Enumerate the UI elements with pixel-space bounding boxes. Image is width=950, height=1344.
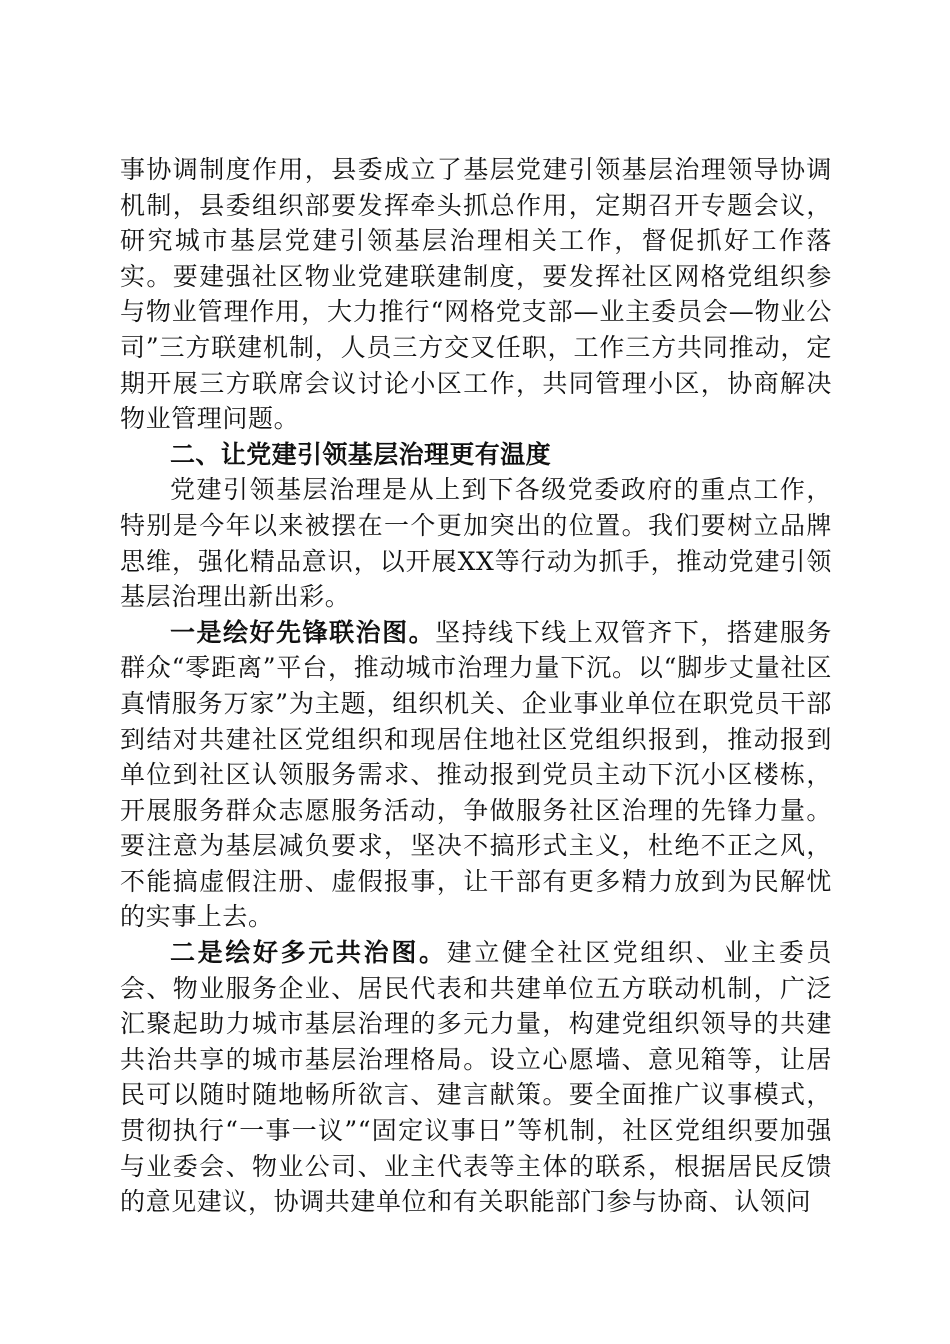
document-body — [120, 152, 832, 1220]
point-one-lead: 一是绘好先锋联治图。 — [170, 617, 436, 647]
paragraph-point-one — [120, 615, 832, 935]
paragraph-intro: 党建引领基层治理是从上到下各级党委政府的重点工作，特别是今年以来被摆在一个更加突出的位置。我们要树立品牌思维，强化精品意识，以开展XX等行动为抓手，推动党建引领基层治理出新出彩。 — [120, 475, 832, 612]
section-heading: 二、让党建引领基层治理更有温度 — [170, 439, 552, 469]
point-two-body: 建立健全社区党组织、业主委员会、物业服务企业、居民代表和共建单位五方联动机制，广泛汇聚起助力城市基层治理的多元力量，构建党组织领导的共建共治共享的城市基层治理格局。设立心愿墙、意见箱等，让居民可以随时随地畅所欲言、建言献策。要全面推广议事模式，贯彻执行“一事一议”“固定议事日”等机制，社区党组织要加强与业委会、物业公司、业主代表等主体的联系，根据居民反馈的意见建议，协调共建单位和有关职能部门参与协商、认领问 — [120, 938, 832, 1217]
paragraph-continuation: 事协调制度作用，县委成立了基层党建引领基层治理领导协调机制，县委组织部要发挥牵头抓总作用，定期召开专题会议，研究城市基层党建引领基层治理相关工作，督促抓好工作落实。要建强社区物业党建联建制度，要发挥社区网格党组织参与物业管理作用，大力推行“网格党支部—业主委员会—物业公司”三方联建机制，人员三方交叉任职，工作三方共同推动，定期开展三方联席会议讨论小区工作，共同管理小区，协商解决物业管理问题。 — [120, 155, 832, 434]
paragraph-point-two — [120, 935, 832, 1220]
point-one-body: 坚持线下线上双管齐下，搭建服务群众“零距离”平台，推动城市治理力量下沉。以“脚步丈量社区真情服务万家”为主题，组织机关、企业事业单位在职党员干部到结对共建社区党组织和现居住地社区党组织报到，推动报到单位到社区认领服务需求、推动报到党员主动下沉小区楼栋，开展服务群众志愿服务活动，争做服务社区治理的先锋力量。要注意为基层减负要求，坚决不搞形式主义，杜绝不正之风，不能搞虚假注册、虚假报事，让干部有更多精力放到为民解忧的实事上去。 — [120, 617, 832, 932]
point-two-lead: 二是绘好多元共治图。 — [170, 938, 447, 968]
